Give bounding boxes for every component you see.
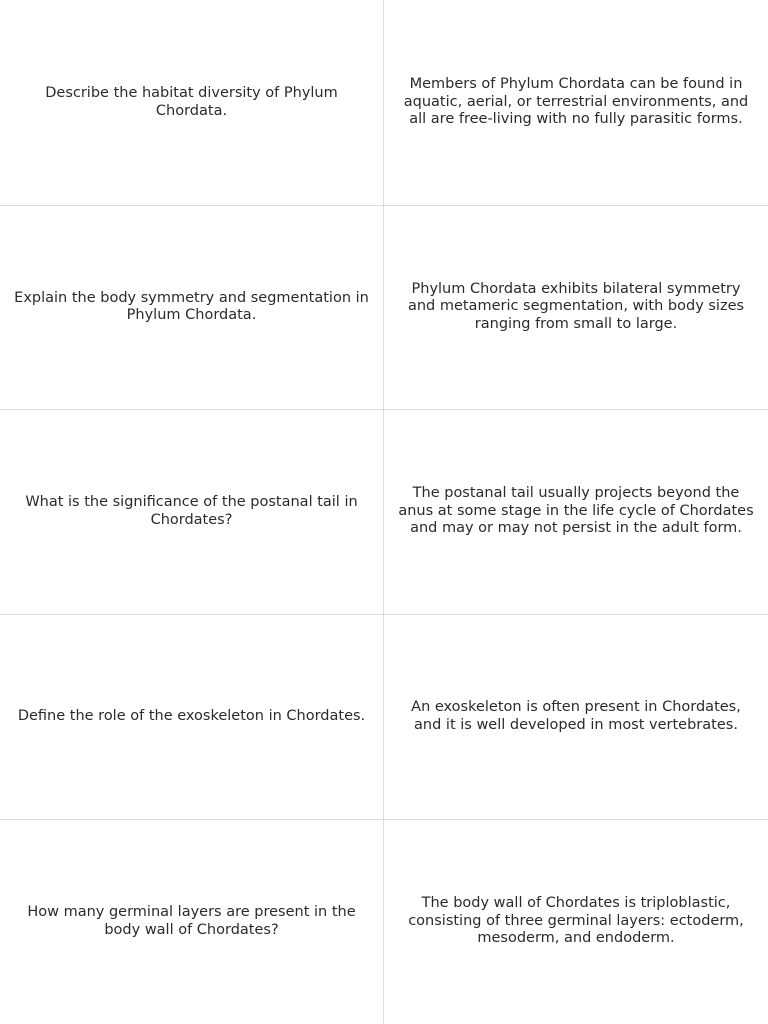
row-divider (0, 614, 768, 615)
card-answer (384, 819, 768, 1024)
answer-text: Members of Phylum Chordata can be found in aquatic, aerial, or terrestrial environments, and all are free-living with no fully parasitic forms. (403, 76, 749, 128)
card-answer (384, 614, 768, 819)
question-text: Explain the body symmetry and segmentation in Phylum Chordata. (14, 289, 369, 323)
answer-text: Phylum Chordata exhibits bilateral symmetry and metameric segmentation, with body sizes ranging from small to large. (407, 280, 745, 332)
question-text: How many germinal layers are present in the body wall of Chordates? (27, 904, 356, 938)
question-text: Define the role of the exoskeleton in Chordates. (17, 707, 366, 724)
card-answer (384, 205, 768, 409)
answer-text: The postanal tail usually projects beyond the anus at some stage in the life cycle of Chordates and may or may not persist in the adult form. (398, 485, 754, 537)
card-answer (384, 409, 768, 614)
card-question (0, 205, 384, 409)
card-question (0, 819, 384, 1024)
card-question (0, 0, 384, 205)
question-text: Describe the habitat diversity of Phylum Chordata. (45, 85, 338, 119)
row-divider (0, 205, 768, 206)
question-text: What is the significance of the postanal tail in Chordates? (25, 494, 358, 528)
card-answer (384, 0, 768, 205)
answer-text: The body wall of Chordates is triploblastic, consisting of three germinal layers: ectoderm, mesoderm, and endoderm. (408, 895, 744, 947)
card-question (0, 409, 384, 614)
row-divider (0, 819, 768, 820)
answer-text: An exoskeleton is often present in Chordates, and it is well developed in most vertebrates. (411, 699, 741, 733)
card-question (0, 614, 384, 819)
row-divider (0, 409, 768, 410)
